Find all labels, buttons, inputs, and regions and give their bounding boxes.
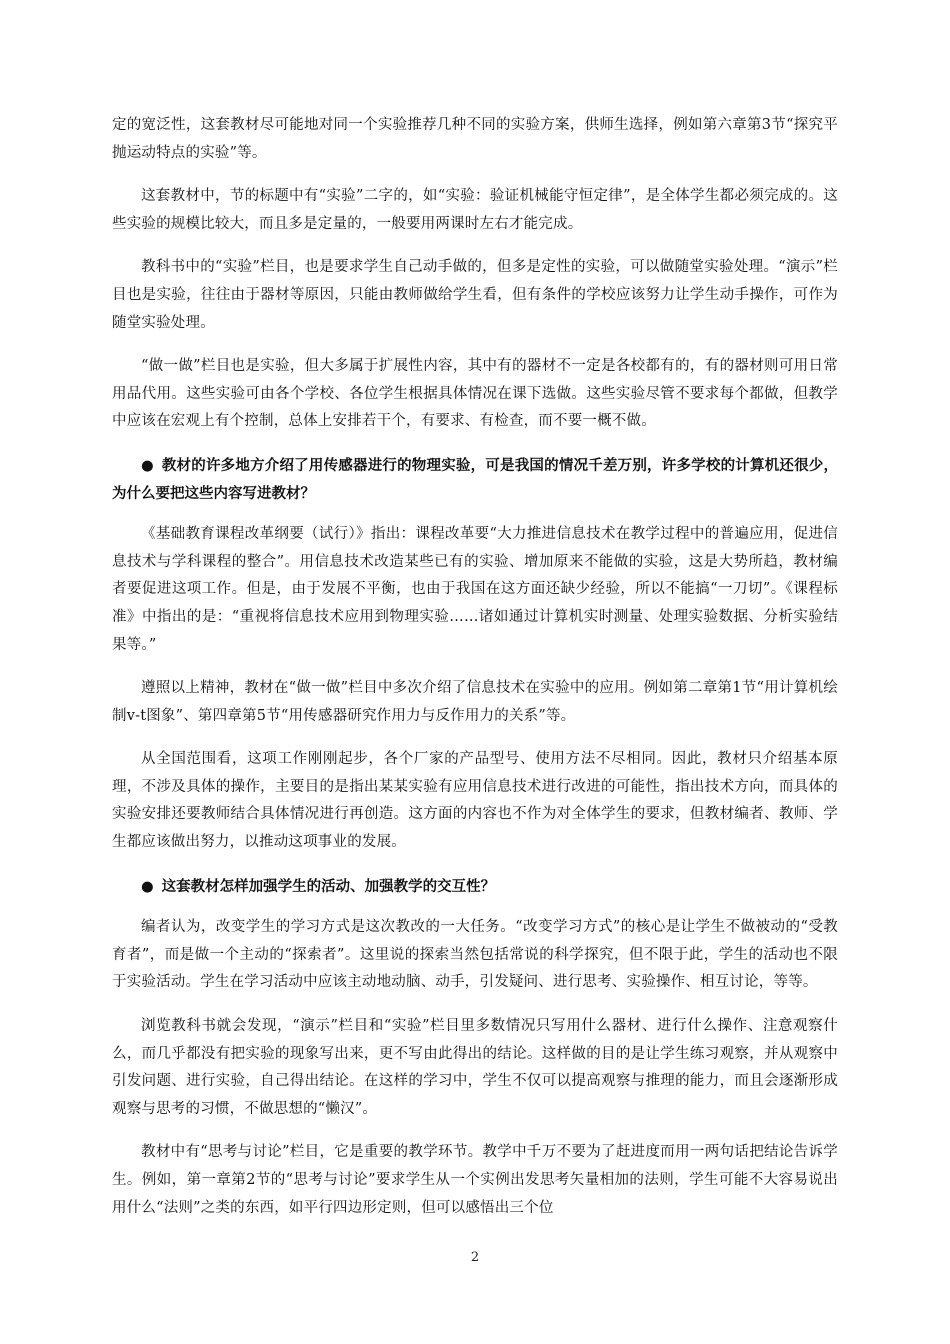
paragraph: “做一做”栏目也是实验，但大多属于扩展性内容，其中有的器材不一定是各校都有的，有的器材则可用日常用品代用。这些实验可由各个学校、各位学生根据具体情况在课下选做。这些实验尽管不要求每个都做，但教学中应该在宏观上有个控制，总体上安排若干个，有要求、有检查，而不要一概不做。 [112, 358, 838, 430]
paragraph: 浏览教科书就会发现，“演示”栏目和“实验”栏目里多数情况只写用什么器材、进行什么操作、注意观察什么，而几乎都没有把实验的现象写出来，更不写由此得出的结论。这样做的目的是让学生练习观察，并从观察中引发问题、进行实验，自己得出结论。在这样的学习中，学生不仅可以提高观察与推理的能力，而且会逐渐形成观察与思考的习惯，不做思想的“懒汉”。 [112, 1018, 838, 1117]
paragraph: 从全国范围看，这项工作刚刚起步，各个厂家的产品型号、使用方法不尽相同。因此，教材只介绍基本原理，不涉及具体的操作，主要目的是指出某某实验有应用信息技术进行改进的可能性，指出技术方向，而具体的实验安排还要教师结合具体情况进行再创造。这方面的内容也不作为对全体学生的要求，但教材编者、教师、学生都应该做出努力，以推动这项事业的发展。 [112, 751, 838, 851]
paragraph: 教科书中的“实验”栏目，也是要求学生自己动手做的，但多是定性的实验，可以做随堂实验处理。“演示”栏目也是实验，往往由于器材等原因，只能由教师做给学生看，但有条件的学校应该努力让学生动手操作，可作为随堂实验处理。 [112, 259, 838, 331]
question-heading [112, 452, 838, 507]
paragraph: 《基础教育课程改革纲要（试行）》指出：课程改革要“大力推进信息技术在教学过程中的普遍应用，促进信息技术与学科课程的整合”。用信息技术改造某些已有的实验、增加原来不能做的实验，这是大势所趋，教材编者要促进这项工作。但是，由于发展不平衡，也由于我国在这方面还缺少经验，所以不能搞“一刀切”。《课程标准》中指出的是：“重视将信息技术应用到物理实验……诸如通过计算机实时测量、处理实验数据、分析实验结果等。” [112, 526, 838, 653]
question-heading [112, 873, 838, 901]
paragraph: 这套教材中，节的标题中有“实验”二字的，如“实验：验证机械能守恒定律”，是全体学生都必须完成的。这些实验的规模比较大，而且多是定量的，一般要用两课时左右才能完成。 [112, 188, 838, 232]
paragraph: 遵照以上精神，教材在“做一做”栏目中多次介绍了信息技术在实验中的应用。例如第二章第1节“用计算机绘制v-t图象”、第四章第5节“用传感器研究作用力与反作用力的关系”等。 [112, 680, 838, 724]
question-text: 教材的许多地方介绍了用传感器进行的物理实验，可是我国的情况千差万别，许多学校的计算机还很少，为什么要把这些内容写进教材？ [112, 456, 838, 502]
paragraph: 定的宽泛性，这套教材尽可能地对同一个实验推荐几种不同的实验方案，供师生选择，例如第六章第3节“探究平抛运动特点的实验”等。 [112, 117, 838, 161]
document-body [112, 112, 838, 1238]
question-text: 这套教材怎样加强学生的活动、加强教学的交互性？ [161, 877, 496, 895]
bullet-icon: ● [141, 456, 154, 474]
paragraph: 教材中有“思考与讨论”栏目，它是重要的教学环节。教学中千万不要为了赶进度而用一两句话把结论告诉学生。例如，第一章第2节的“思考与讨论”要求学生从一个实例出发思考矢量相加的法则，学生可能不大容易说出用什么“法则”之类的东西，如平行四边形定则，但可以感悟出三个位 [112, 1144, 838, 1216]
paragraph: 编者认为，改变学生的学习方式是这次教改的一大任务。“改变学习方式”的核心是让学生不做被动的“受教育者”，而是做一个主动的“探索者”。这里说的探索当然包括常说的科学探究，但不限于此，学生的活动也不限于实验活动。学生在学习活动中应该主动地动脑、动手，引发疑问、进行思考、实验操作、相互讨论，等等。 [112, 919, 838, 991]
page-number: 2 [470, 1250, 480, 1265]
bullet-icon: ● [141, 877, 154, 895]
